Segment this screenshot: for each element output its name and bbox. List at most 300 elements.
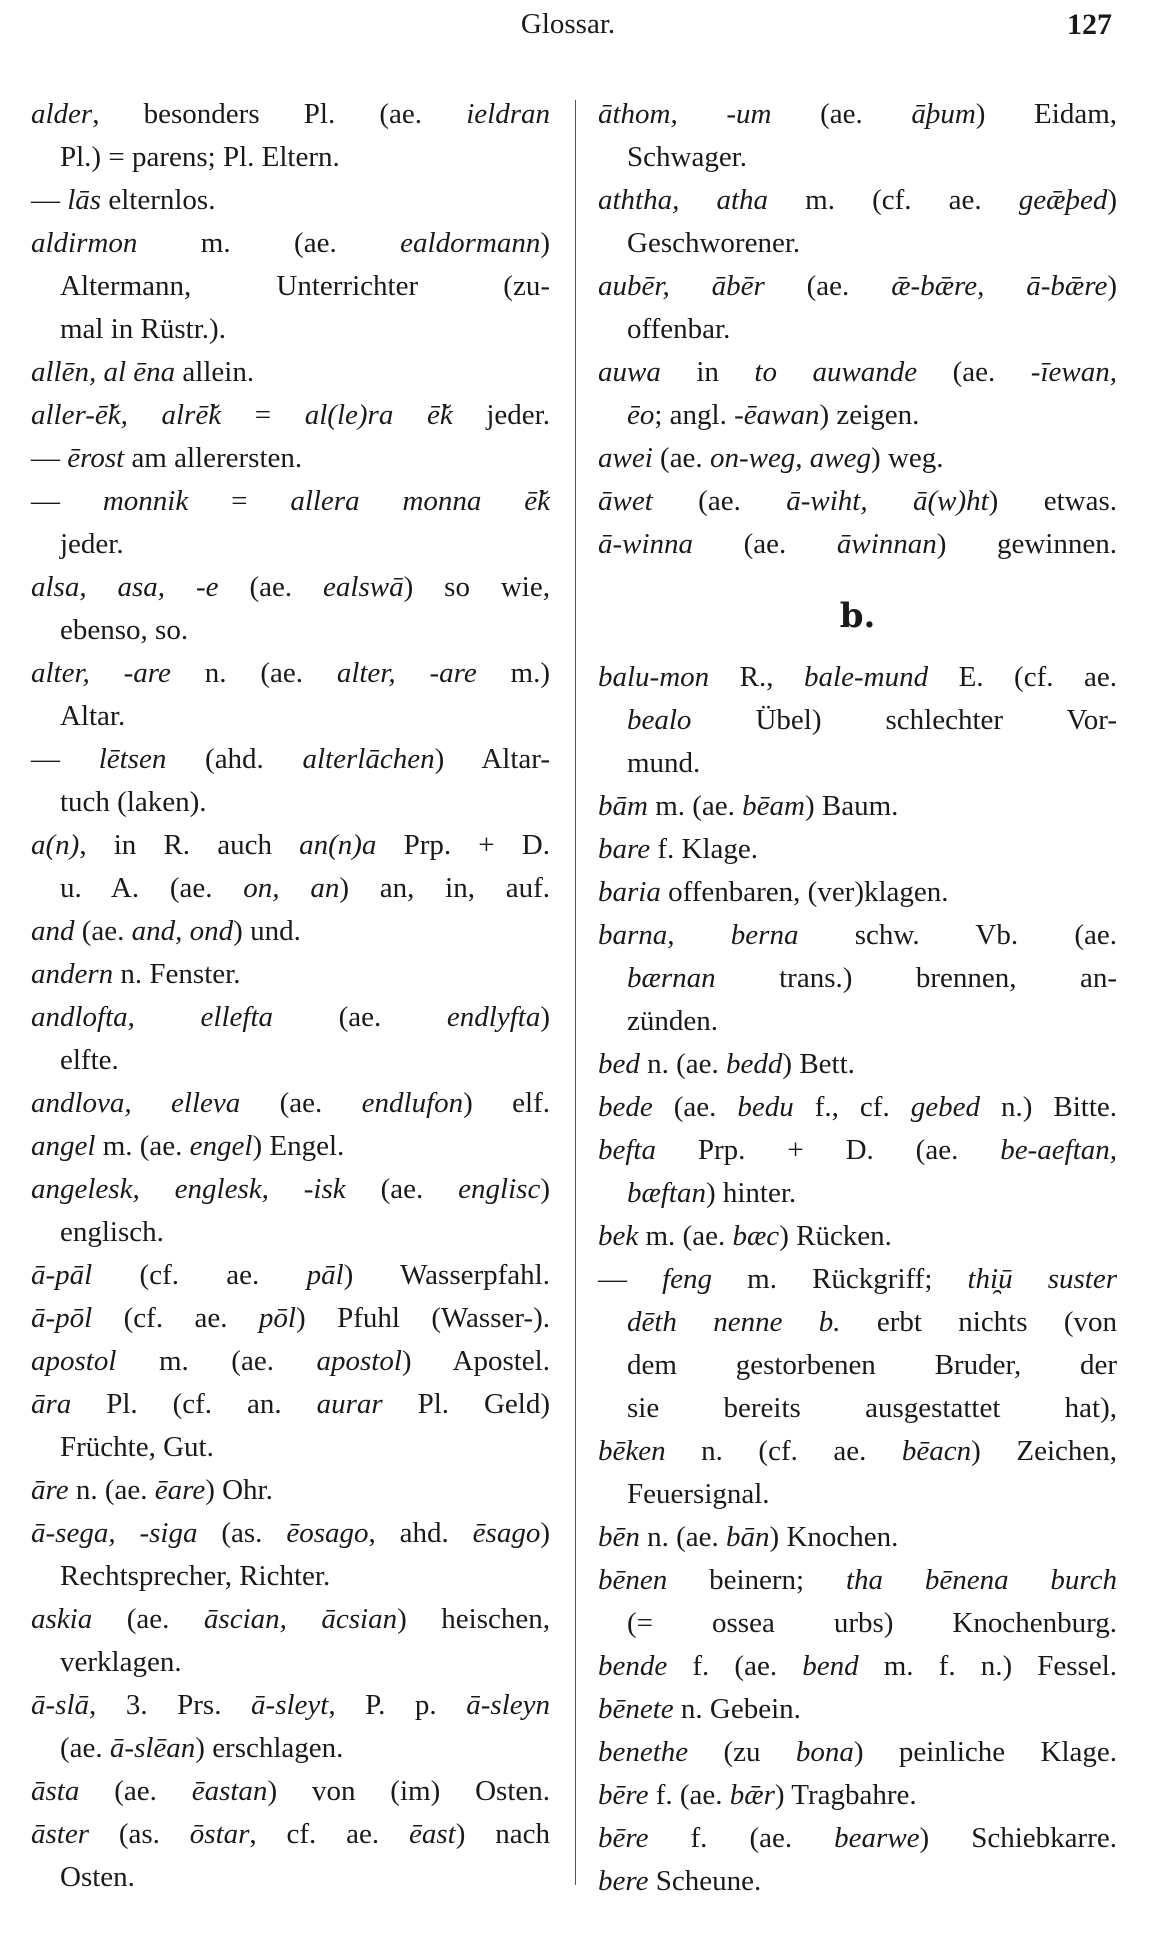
glossary-line: [598, 1817, 1117, 1860]
gloss-text: ebenso, so.: [60, 614, 189, 646]
glossary-line: [598, 1387, 1117, 1430]
headword-italic: aurar: [316, 1388, 383, 1420]
gloss-text: ) Bett.: [782, 1048, 855, 1080]
glossary-line: [31, 824, 550, 867]
gloss-text: E. (cf. ae.: [928, 661, 1117, 693]
glossary-line: [598, 742, 1117, 785]
gloss-text: verklagen.: [60, 1646, 182, 1678]
gloss-text: (ae.: [273, 1001, 447, 1033]
headword-italic: bæc: [732, 1220, 780, 1252]
glossary-line: [31, 437, 550, 480]
headword-italic: āre: [31, 1474, 69, 1506]
headword-italic: ā-sleyn: [466, 1689, 550, 1721]
headword-italic: bēken: [598, 1435, 666, 1467]
glossary-line: [598, 308, 1117, 351]
gloss-text: ) Rücken.: [779, 1220, 892, 1252]
headword-italic: allera monna ē̆k: [290, 485, 550, 517]
gloss-text: ) nach: [455, 1818, 550, 1850]
headword-italic: allēn, al ēna: [31, 356, 176, 388]
headword-italic: āwinnan: [836, 528, 937, 560]
headword-italic: ā-sega, -siga: [31, 1517, 198, 1549]
gloss-text: ) Baum.: [805, 790, 899, 822]
gloss-text: beinern;: [667, 1564, 846, 1596]
glossary-line: [31, 1297, 550, 1340]
headword-italic: on-weg, aweg: [709, 442, 872, 474]
gloss-text: Geschworener.: [627, 227, 801, 259]
gloss-text: (as.: [197, 1517, 287, 1549]
gloss-text: (ae.: [652, 485, 787, 517]
section-heading: b.: [839, 596, 876, 636]
gloss-text: (ae.: [764, 270, 892, 302]
headword-italic: bede: [598, 1091, 653, 1123]
glossary-line: [598, 828, 1117, 871]
gloss-text: ) Knochen.: [769, 1521, 899, 1553]
headword-italic: ealdormann: [400, 227, 541, 259]
headword-italic: thi̯ū suster: [967, 1263, 1117, 1295]
glossary-line: [31, 1727, 550, 1770]
headword-italic: alsa, asa, -e: [31, 571, 219, 603]
headword-italic: and, ond: [131, 915, 234, 947]
gloss-text: m. (ae.: [647, 790, 743, 822]
gloss-text: (ae.: [771, 98, 912, 130]
gloss-text: ) so wie,: [403, 571, 550, 603]
glossary-line: [598, 1258, 1117, 1301]
gloss-text: (ae.: [60, 1732, 110, 1764]
gloss-text: , besonders Pl. (ae.: [92, 98, 467, 130]
glossary-line: [31, 1512, 550, 1555]
headword-italic: ēare: [154, 1474, 206, 1506]
gloss-text: =: [221, 399, 305, 431]
glossary-line: [598, 1516, 1117, 1559]
gloss-text: ) gewinnen.: [936, 528, 1117, 560]
glossary-line: [598, 437, 1117, 480]
glossary-line: [598, 351, 1117, 394]
glossary-line: [31, 1641, 550, 1684]
gloss-text: ) Tragbahre.: [774, 1779, 917, 1811]
gloss-text: mal in Rüstr.).: [60, 313, 226, 345]
gloss-text: erbt nichts (von: [840, 1306, 1117, 1338]
glossary-line: [31, 1039, 550, 1082]
gloss-text: ) elf.: [463, 1087, 550, 1119]
headword-italic: alder: [31, 98, 93, 130]
glossary-line: [598, 222, 1117, 265]
gloss-text: (ae.: [240, 1087, 362, 1119]
gloss-text: (ae.: [917, 356, 1031, 388]
headword-italic: ǣ-bǣre, ā-bǣre: [891, 270, 1108, 302]
headword-italic: -īewan,: [1030, 356, 1117, 388]
gloss-text: ) Apostel.: [401, 1345, 550, 1377]
headword-italic: ērost: [67, 442, 125, 474]
headword-italic: bēre: [598, 1822, 649, 1854]
gloss-text: m. Rückgriff;: [712, 1263, 968, 1295]
gloss-text: (ae.: [652, 442, 710, 474]
glossary-line: [598, 785, 1117, 828]
headword-italic: bæftan: [627, 1177, 706, 1209]
headword-italic: auwa: [598, 356, 661, 388]
headword-italic: bearwe: [834, 1822, 920, 1854]
glossary-line: [598, 1043, 1117, 1086]
headword-italic: aththa, atha: [598, 184, 769, 216]
glossary-line: [598, 394, 1117, 437]
gloss-text: dem gestorbenen Bruder, der: [627, 1349, 1117, 1381]
gloss-text: Altar.: [60, 700, 126, 732]
gloss-text: am allerersten.: [124, 442, 303, 474]
glossary-line: [598, 1731, 1117, 1774]
glossary-line: [598, 1688, 1117, 1731]
gloss-text: ) Ohr.: [205, 1474, 273, 1506]
gloss-text: ) zeigen.: [819, 399, 920, 431]
gloss-text: ) erschlagen.: [195, 1732, 344, 1764]
gloss-text: R.,: [709, 661, 805, 693]
gloss-text: Schwager.: [627, 141, 747, 173]
headword-italic: englisc: [458, 1173, 541, 1205]
headword-italic: aller-ē̆k, alrē̆k: [31, 399, 222, 431]
headword-italic: endlyfta: [446, 1001, 541, 1033]
headword-italic: bǣr: [729, 1779, 775, 1811]
headword-italic: bærnan: [627, 962, 716, 994]
gloss-text: —: [598, 1263, 663, 1295]
gloss-text: m. f. n.) Fessel.: [858, 1650, 1118, 1682]
gloss-text: Scheune.: [648, 1865, 762, 1897]
headword-italic: befta: [598, 1134, 656, 1166]
gloss-text: ): [1107, 184, 1117, 216]
headword-italic: āthom, -um: [598, 98, 772, 130]
headword-italic: pāl: [306, 1259, 344, 1291]
glossary-line: [598, 523, 1117, 566]
glossary-line: [598, 1645, 1117, 1688]
gloss-text: ) Eidam,: [975, 98, 1118, 130]
gloss-text: , 3. Prs.: [89, 1689, 252, 1721]
headword-italic: pōl: [258, 1302, 296, 1334]
headword-italic: bēre: [598, 1779, 649, 1811]
headword-italic: alter, -are: [336, 657, 477, 689]
headword-italic: ēosago: [286, 1517, 369, 1549]
glossary-line: [31, 1125, 550, 1168]
glossary-line: [31, 1426, 550, 1469]
headword-italic: alterlāchen: [302, 743, 435, 775]
headword-italic: angel: [31, 1130, 96, 1162]
headword-italic: aubēr, ābēr: [598, 270, 765, 302]
gloss-text: schw. Vb. (ae.: [798, 919, 1117, 951]
glossary-line: [598, 179, 1117, 222]
headword-italic: benethe: [598, 1736, 689, 1768]
gloss-text: Prp. + D. (ae.: [656, 1134, 1001, 1166]
gloss-text: ): [540, 1001, 550, 1033]
headword-italic: andlofta, ellefta: [31, 1001, 274, 1033]
headword-italic: bende: [598, 1650, 668, 1682]
glossary-line: [598, 1860, 1117, 1903]
headword-italic: feng: [662, 1263, 713, 1295]
headword-italic: ieldran: [466, 98, 550, 130]
gloss-text: —: [31, 442, 68, 474]
gloss-text: allein.: [175, 356, 255, 388]
glossary-line: [31, 1555, 550, 1598]
glossary-line: [31, 265, 550, 308]
glossary-line: [31, 1856, 550, 1899]
headword-italic: alter, -are: [31, 657, 171, 689]
headword-italic: aldirmon: [31, 227, 138, 259]
headword-italic: ēo: [627, 399, 655, 431]
glossary-line: [598, 1215, 1117, 1258]
gloss-text: ; angl.: [654, 399, 735, 431]
glossary-line: [598, 93, 1117, 136]
gloss-text: m. (ae.: [116, 1345, 317, 1377]
glossary-line: [598, 656, 1117, 699]
headword-italic: al(le)ra ē̆k: [304, 399, 453, 431]
glossary-line: [31, 1770, 550, 1813]
gloss-text: n. Fenster.: [113, 958, 241, 990]
headword-italic: andlova, elleva: [31, 1087, 241, 1119]
headword-italic: ā-slēan: [109, 1732, 196, 1764]
glossary-line: [598, 957, 1117, 1000]
headword-italic: ōstar: [189, 1818, 250, 1850]
headword-italic: monnik: [102, 485, 189, 517]
gloss-text: in: [660, 356, 755, 388]
headword-italic: āwet: [598, 485, 653, 517]
headword-italic: bēacn: [901, 1435, 972, 1467]
gloss-text: ) Engel.: [252, 1130, 345, 1162]
headword-italic: -ēawan: [734, 399, 820, 431]
headword-italic: ā-slā: [31, 1689, 89, 1721]
glossary-line: [31, 867, 550, 910]
headword-italic: bedu: [737, 1091, 794, 1123]
headword-italic: geǣþed: [1018, 184, 1108, 216]
glossary-line: [598, 1086, 1117, 1129]
gloss-text: —: [31, 743, 99, 775]
headword-italic: ā-winna: [598, 528, 694, 560]
gloss-text: —: [31, 485, 103, 517]
gloss-text: Feuersignal.: [627, 1478, 770, 1510]
glossary-line: [31, 738, 550, 781]
gloss-text: (ae.: [693, 528, 837, 560]
gloss-text: n. (ae.: [170, 657, 337, 689]
glossary-column-left: [31, 93, 550, 1899]
headword-italic: gebed: [910, 1091, 980, 1123]
gloss-text: Osten.: [60, 1861, 135, 1893]
gloss-text: tuch (laken).: [60, 786, 207, 818]
gloss-text: offenbaren, (ver)klagen.: [660, 876, 949, 908]
gloss-text: englisch.: [60, 1216, 164, 1248]
gloss-text: Prp. + D.: [376, 829, 550, 861]
headword-italic: angelesk, englesk, -isk: [31, 1173, 346, 1205]
headword-italic: bēnen: [598, 1564, 668, 1596]
headword-italic: ēsago: [472, 1517, 541, 1549]
gloss-text: ) und.: [233, 915, 301, 947]
headword-italic: bām: [598, 790, 648, 822]
gloss-text: m.): [476, 657, 551, 689]
gloss-text: (ae.: [79, 1775, 192, 1807]
glossary-line: [31, 910, 550, 953]
glossary-line: [31, 1082, 550, 1125]
gloss-text: ) von (im) Osten.: [267, 1775, 550, 1807]
glossary-line: [598, 1430, 1117, 1473]
headword-italic: be-aeftan,: [1000, 1134, 1117, 1166]
glossary-line: [31, 1383, 550, 1426]
glossary-line: [31, 609, 550, 652]
glossary-line: [31, 523, 550, 566]
headword-italic: bere: [598, 1865, 649, 1897]
gloss-text: f. (ae.: [648, 1779, 730, 1811]
headword-italic: bed: [598, 1048, 640, 1080]
gloss-text: ) Pfuhl (Wasser-).: [295, 1302, 550, 1334]
glossary-line: [31, 1211, 550, 1254]
headword-italic: ēast: [409, 1818, 456, 1850]
glossary-line: [31, 351, 550, 394]
glossary-line: [598, 914, 1117, 957]
glossary-line: [31, 179, 550, 222]
headword-italic: barna, berna: [598, 919, 799, 951]
gloss-text: trans.) brennen, an-: [715, 962, 1117, 994]
gloss-text: (zu: [688, 1736, 796, 1768]
gloss-text: m. (ae.: [638, 1220, 733, 1252]
gloss-text: Pl. (cf. an.: [71, 1388, 317, 1420]
gloss-text: jeder.: [60, 528, 124, 560]
glossary-line: [31, 1598, 550, 1641]
headword-italic: baria: [598, 876, 661, 908]
headword-italic: a(n): [31, 829, 80, 861]
gloss-text: n.) Bitte.: [979, 1091, 1118, 1123]
gloss-text: ) etwas.: [988, 485, 1117, 517]
glossary-column-right: [598, 93, 1117, 1903]
gloss-text: jeder.: [452, 399, 550, 431]
headword-italic: lās: [67, 184, 102, 216]
headword-italic: balu-mon: [598, 661, 710, 693]
headword-italic: ealswā: [323, 571, 404, 603]
gloss-text: ) Zeichen,: [971, 1435, 1117, 1467]
glossary-line: [31, 1340, 550, 1383]
gloss-text: n. (ae.: [639, 1521, 727, 1553]
glossary-line: [31, 136, 550, 179]
gloss-text: —: [31, 184, 68, 216]
headword-italic: āsta: [31, 1775, 80, 1807]
gloss-text: ): [540, 1517, 550, 1549]
gloss-text: (ae.: [652, 1091, 738, 1123]
gloss-text: f. Klage.: [650, 833, 758, 865]
glossary-line: [598, 1473, 1117, 1516]
glossary-line: [598, 1602, 1117, 1645]
glossary-line: [31, 1469, 550, 1512]
gloss-text: ) an, in, auf.: [339, 872, 550, 904]
gloss-text: ): [540, 1173, 550, 1205]
gloss-text: ) Altar-: [434, 743, 550, 775]
gloss-text: , P. p.: [328, 1689, 467, 1721]
gloss-text: ) hinter.: [705, 1177, 797, 1209]
headword-italic: ā-wiht, ā(w)ht: [786, 485, 989, 517]
running-header-title: Glossar.: [520, 8, 616, 40]
headword-italic: apostol: [316, 1345, 402, 1377]
headword-italic: lētsen: [98, 743, 167, 775]
glossary-line: [31, 695, 550, 738]
gloss-text: (cf. ae.: [92, 1259, 307, 1291]
glossary-line: [31, 566, 550, 609]
glossary-line: [31, 781, 550, 824]
glossary-line: [598, 1774, 1117, 1817]
gloss-text: zünden.: [627, 1005, 718, 1037]
gloss-text: u. A. (ae.: [60, 872, 244, 904]
glossary-line: [598, 1172, 1117, 1215]
glossary-line: [31, 1684, 550, 1727]
headword-italic: bek: [598, 1220, 639, 1252]
headword-italic: an(n)a: [299, 829, 377, 861]
headword-italic: bēam: [742, 790, 805, 822]
glossary-line: [598, 1344, 1117, 1387]
glossary-line: [598, 1559, 1117, 1602]
glossary-line: [31, 1813, 550, 1856]
headword-italic: andern: [31, 958, 114, 990]
headword-italic: āster: [31, 1818, 89, 1850]
glossary-line: [598, 136, 1117, 179]
gloss-text: (ae.: [92, 1603, 204, 1635]
gloss-text: Rechtsprecher, Richter.: [60, 1560, 331, 1592]
gloss-text: m. (ae.: [137, 227, 401, 259]
glossary-line: [31, 394, 550, 437]
glossary-line: [31, 996, 550, 1039]
page-number: 127: [1067, 8, 1112, 41]
headword-italic: on, an: [243, 872, 340, 904]
gloss-text: =: [188, 485, 291, 517]
headword-italic: dēth nenne b.: [627, 1306, 841, 1338]
gloss-text: ) Wasserpfahl.: [343, 1259, 550, 1291]
gloss-text: (ahd.: [166, 743, 303, 775]
glossary-line: [598, 265, 1117, 308]
headword-italic: āþum: [911, 98, 976, 130]
gloss-text: ) heischen,: [397, 1603, 550, 1635]
glossary-line: [31, 308, 550, 351]
glossary-line: [598, 1129, 1117, 1172]
gloss-text: ) Schiebkarre.: [919, 1822, 1117, 1854]
headword-italic: āra: [31, 1388, 72, 1420]
gloss-text: n. (ae.: [639, 1048, 727, 1080]
gloss-text: , ahd.: [368, 1517, 473, 1549]
gloss-text: (ae.: [218, 571, 324, 603]
headword-italic: bend: [802, 1650, 859, 1682]
glossary-line: [598, 480, 1117, 523]
headword-italic: bān: [726, 1521, 770, 1553]
gloss-text: Übel) schlechter Vor-: [691, 704, 1117, 736]
headword-italic: bare: [598, 833, 651, 865]
headword-italic: to auwande: [754, 356, 918, 388]
gloss-text: ) peinliche Klage.: [853, 1736, 1118, 1768]
headword-italic: ā-pōl: [31, 1302, 93, 1334]
gloss-text: offenbar.: [627, 313, 731, 345]
headword-italic: bēn: [598, 1521, 640, 1553]
gloss-text: Pl.) = parens; Pl. Eltern.: [60, 141, 340, 173]
gloss-text: , in R. auch: [79, 829, 300, 861]
glossary-line: [598, 1000, 1117, 1043]
headword-italic: tha bēnena burch: [845, 1564, 1117, 1596]
gloss-text: elternlos.: [101, 184, 216, 216]
headword-italic: askia: [31, 1603, 93, 1635]
gloss-text: sie bereits ausgestattet hat),: [627, 1392, 1117, 1424]
gloss-text: (ae.: [345, 1173, 459, 1205]
glossary-line: [31, 953, 550, 996]
headword-italic: apostol: [31, 1345, 117, 1377]
gloss-text: , cf. ae.: [249, 1818, 410, 1850]
gloss-text: ): [1107, 270, 1118, 302]
gloss-text: m. (ae.: [95, 1130, 190, 1162]
headword-italic: bona: [795, 1736, 854, 1768]
headword-italic: ā-pāl: [31, 1259, 93, 1291]
gloss-text: ): [540, 227, 550, 259]
glossary-line: [598, 1301, 1117, 1344]
headword-italic: bedd: [726, 1048, 783, 1080]
gloss-text: f. (ae.: [648, 1822, 835, 1854]
glossary-line: [31, 480, 550, 523]
gloss-text: (as.: [89, 1818, 190, 1850]
gloss-text: mund.: [627, 747, 701, 779]
gloss-text: (= ossea urbs) Knochenburg.: [627, 1607, 1117, 1639]
gloss-text: elfte.: [60, 1044, 119, 1076]
